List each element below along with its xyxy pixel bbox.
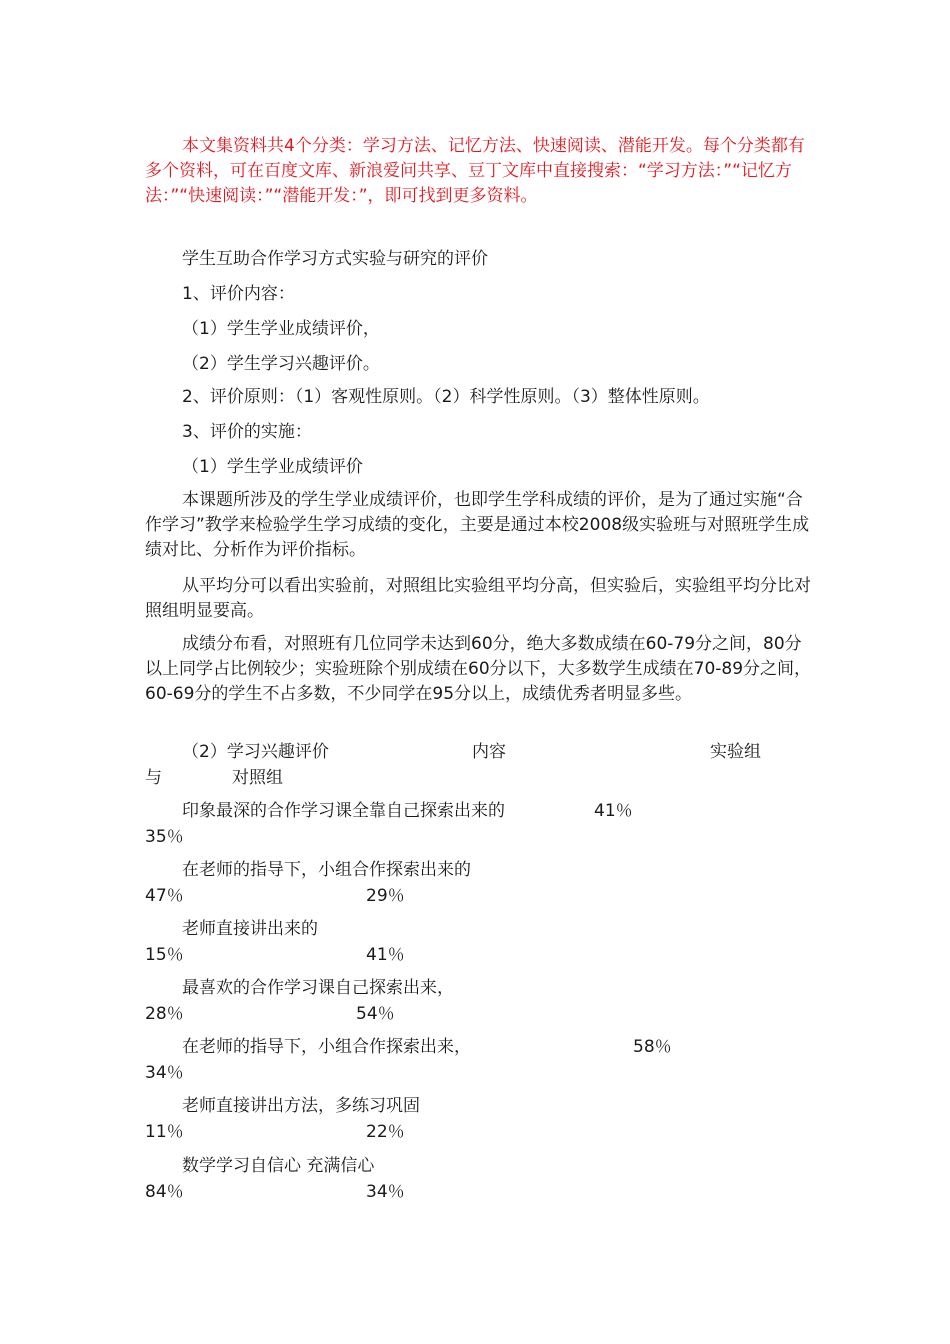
table-row-control-value: 41％ [366, 945, 405, 965]
table-row-experiment-value: 41％ [594, 801, 633, 821]
table-row-text: 老师直接讲出来的 [182, 919, 318, 939]
table-row-experiment-value: 47％ [145, 886, 184, 906]
table-row-text: 在老师的指导下，小组合作探索出来的 [182, 860, 471, 880]
table-row-experiment-value: 58％ [633, 1037, 672, 1057]
table-row-text: 最喜欢的合作学习课自己探索出来， [182, 978, 454, 998]
section-1-item-2: （2）学生学习兴趣评价。 [182, 354, 380, 374]
section-1-heading: 1、评价内容： [182, 284, 295, 304]
table-row-experiment-value: 28％ [145, 1004, 184, 1024]
table-row-control-value: 34％ [366, 1182, 405, 1202]
section-1-item-1: （1）学生学业成绩评价， [182, 319, 380, 339]
table-row-text: 老师直接讲出方法，多练习巩固 [182, 1096, 420, 1116]
table-header-content: 内容 [472, 742, 506, 762]
table-header-control: 对照组 [232, 768, 283, 788]
intro-notice: 本文集资料共4个分类：学习方法、记忆方法、快速阅读、潜能开发。每个分类都有多个资料，可在百度文库、新浪爱问共享、豆丁文库中直接搜索：“学习方法：”“记忆方法：”“快速阅读：”“潜能开发：”，即可找到更多资料。 [145, 136, 805, 206]
table-row-experiment-value: 11％ [145, 1122, 184, 1142]
table-row-control-value: 29％ [366, 886, 405, 906]
section-3-item-1: （1）学生学业成绩评价 [182, 457, 363, 477]
table-row-text: 在老师的指导下，小组合作探索出来， [182, 1037, 471, 1057]
table-row-text: 印象最深的合作学习课全靠自己探索出来的 [182, 801, 505, 821]
table-header-experiment: 实验组 [710, 742, 761, 762]
table-row-text: 数学学习自信心 充满信心 [182, 1156, 375, 1176]
table-header-label: （2）学习兴趣评价 [182, 742, 329, 762]
paragraph-2: 从平均分可以看出实验前，对照组比实验组平均分高，但实验后，实验组平均分比对照组明显要高。 [145, 576, 811, 621]
table-row-experiment-value: 15％ [145, 945, 184, 965]
table-row-control-value: 35％ [145, 827, 184, 847]
section-3-heading: 3、评价的实施： [182, 422, 312, 442]
table-header-and: 与 [145, 768, 162, 788]
section-2-heading: 2、评价原则：（1）客观性原则。（2）科学性原则。（3）整体性原则。 [182, 387, 710, 407]
paragraph-1: 本课题所涉及的学生学业成绩评价，也即学生学科成绩的评价，是为了通过实施“合作学习”教学来检验学生学习成绩的变化，主要是通过本校2008级实验班与对照班学生成绩对比、分析作为评价指标。 [145, 490, 810, 560]
document-title: 学生互助合作学习方式实验与研究的评价 [182, 249, 488, 269]
table-row-control-value: 34％ [145, 1063, 184, 1083]
paragraph-3: 成绩分布看，对照班有几位同学未达到60分，绝大多数成绩在60-79分之间，80分以上同学占比例较少；实验班除个别成绩在60分以下，大多数学生成绩在70-89分之间，60-69分的学生不占多数，不少同学在95分以上，成绩优秀者明显多些。 [145, 634, 812, 704]
table-row-control-value: 54％ [356, 1004, 395, 1024]
table-row-experiment-value: 84％ [145, 1182, 184, 1202]
table-row-control-value: 22％ [366, 1122, 405, 1142]
